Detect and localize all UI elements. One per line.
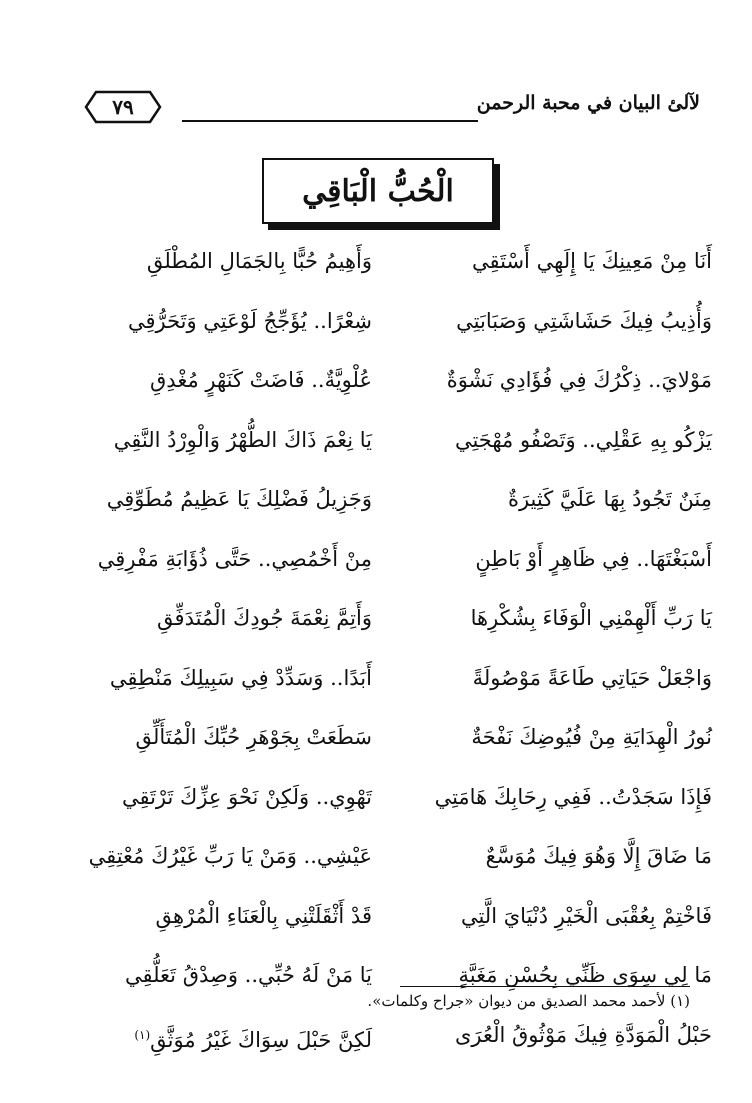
verse-first-hemistich: نُورُ الْهِدَايَةِ مِنْ فُيُوضِكَ نَفْحَةٌ: [471, 725, 712, 749]
verse: [72, 419, 712, 479]
verse: [72, 657, 712, 717]
verse: [72, 1014, 712, 1074]
header-rule: [182, 120, 478, 122]
verse-second-hemistich: يَا نِعْمَ ذَاكَ الطُّهْرُ وَالْوِرْدُ النَّقِي: [113, 427, 372, 452]
verse-first-hemistich: فَاخْتِمْ بِعُقْبَى الْخَيْرِ دُنْيَايَ الَّتِي: [460, 903, 712, 928]
verse-first-hemistich: مَا ضَاقَ إِلَّا وَهُوَ فِيكَ مُوَسَّعٌ: [485, 844, 712, 868]
verse-second-hemistich: تَهْوِي.. وَلَكِنْ نَحْوَ عِزِّكَ تَرْتَقِي: [121, 784, 372, 809]
verse-second-hemistich: شِعْرًا.. يُؤَجِّجُ لَوْعَتِي وَتَحَرُّقِي: [127, 308, 372, 333]
verse-first-hemistich: يَزْكُو بِهِ عَقْلِي.. وَتَصْفُو مُهْجَتِي: [454, 427, 712, 452]
verse-second-hemistich: أَبَدًا.. وَسَدِّدْ فِي سَبِيلِكَ مَنْطِقِي: [109, 665, 372, 690]
verse: [72, 240, 712, 300]
verse-second-hemistich: عُلْوِيَّةٌ.. فَاضَتْ كَنَهْرٍ مُغْدِقِ: [150, 368, 372, 392]
verse: [72, 359, 712, 419]
page-number-badge: [84, 90, 162, 124]
verse: [72, 716, 712, 776]
poem: [72, 240, 712, 1073]
verse-first-hemistich: أَسْبَغْتَهَا.. فِي ظَاهِرٍ أَوْ بَاطِنٍ: [475, 546, 712, 571]
verse-second-hemistich: وَأَتِمَّ نِعْمَةَ جُودِكَ الْمُتَدَفِّقِ: [157, 606, 372, 630]
verse-first-hemistich: يَا رَبِّ أَلْهِمْنِي الْوَفَاءَ بِشُكْرِهَا: [470, 606, 712, 630]
verse-second-hemistich: يَا مَنْ لَهُ حُبِّي.. وَصِدْقُ تَعَلُّقِي: [124, 963, 372, 987]
verse: [72, 538, 712, 598]
verse-first-hemistich: أَنَا مِنْ مَعِينِكَ يَا إِلَهِي أَسْتَقِي: [472, 249, 712, 273]
running-title: لآلئ البيان في محبة الرحمن: [476, 92, 700, 114]
verse-second-hemistich: عَيْشِي.. وَمَنْ يَا رَبِّ غَيْرُكَ مُعْتِقِي: [88, 844, 372, 868]
poem-title: الْحُبُّ الْبَاقِي: [302, 173, 454, 209]
verse: [72, 597, 712, 657]
verse-second-hemistich: وَأَهِيمُ حُبًّا بِالجَمَالِ المُطْلَقِ: [146, 249, 372, 273]
footnote: (١) لأحمد محمد الصديق من ديوان «جراح وكلمات».: [367, 992, 690, 1010]
verse: [72, 300, 712, 360]
footnote-marker: (١): [134, 1027, 151, 1042]
verse-second-hemistich: قَدْ أَثْقَلَتْنِي بِالْعَنَاءِ الْمُرْهِقِ: [155, 903, 372, 928]
verse-first-hemistich: حَبْلُ الْمَوَدَّةِ فِيكَ مَوْثُوقُ الْعُرَى: [454, 1022, 712, 1047]
verse-second-hemistich: سَطَعَتْ بِجَوْهَرِ حُبِّكَ الْمُتَأَلِّقِ: [135, 725, 372, 749]
page-header: [70, 78, 700, 134]
verse-first-hemistich: وَأُذِيبُ فِيكَ حَشَاشَتِي وَصَبَابَتِي: [456, 308, 712, 333]
page-number: ٧٩: [112, 95, 134, 119]
verse-first-hemistich: مَا لِي سِوَى ظَنِّي بِحُسْنِ مَغَبَّةٍ: [458, 963, 712, 987]
verse-first-hemistich: مَوْلايَ.. ذِكْرُكَ فِي فُؤَادِي نَشْوَةٌ: [446, 368, 712, 392]
verse: [72, 776, 712, 836]
footnote-rule: [400, 986, 690, 987]
verse-first-hemistich: مِنَنٌ تَجُودُ بِهَا عَلَيَّ كَثِيرَةٌ: [507, 487, 712, 511]
poem-title-box: [262, 158, 494, 224]
verse: [72, 895, 712, 955]
verse-second-hemistich: [72, 1014, 372, 1061]
verse-second-hemistich: مِنْ أَخْمُصِي.. حَتَّى ذُؤَابَةِ مَفْرِقِي: [97, 546, 372, 571]
verse: [72, 478, 712, 538]
verse-text: لَكِنَّ حَبْلَ سِوَاكَ غَيْرُ مُوَثَّقِ: [150, 1027, 372, 1052]
verse-first-hemistich: وَاجْعَلْ حَيَاتِي طَاعَةً مَوْصُولَةً: [472, 665, 712, 690]
verse: [72, 835, 712, 895]
verse-first-hemistich: فَإِذَا سَجَدْتُ.. فَفِي رِحَابِكَ هَامَتِي: [434, 784, 712, 809]
verse-second-hemistich: وَجَزِيلُ فَضْلِكَ يَا عَظِيمُ مُطَوِّقِي: [106, 487, 372, 511]
